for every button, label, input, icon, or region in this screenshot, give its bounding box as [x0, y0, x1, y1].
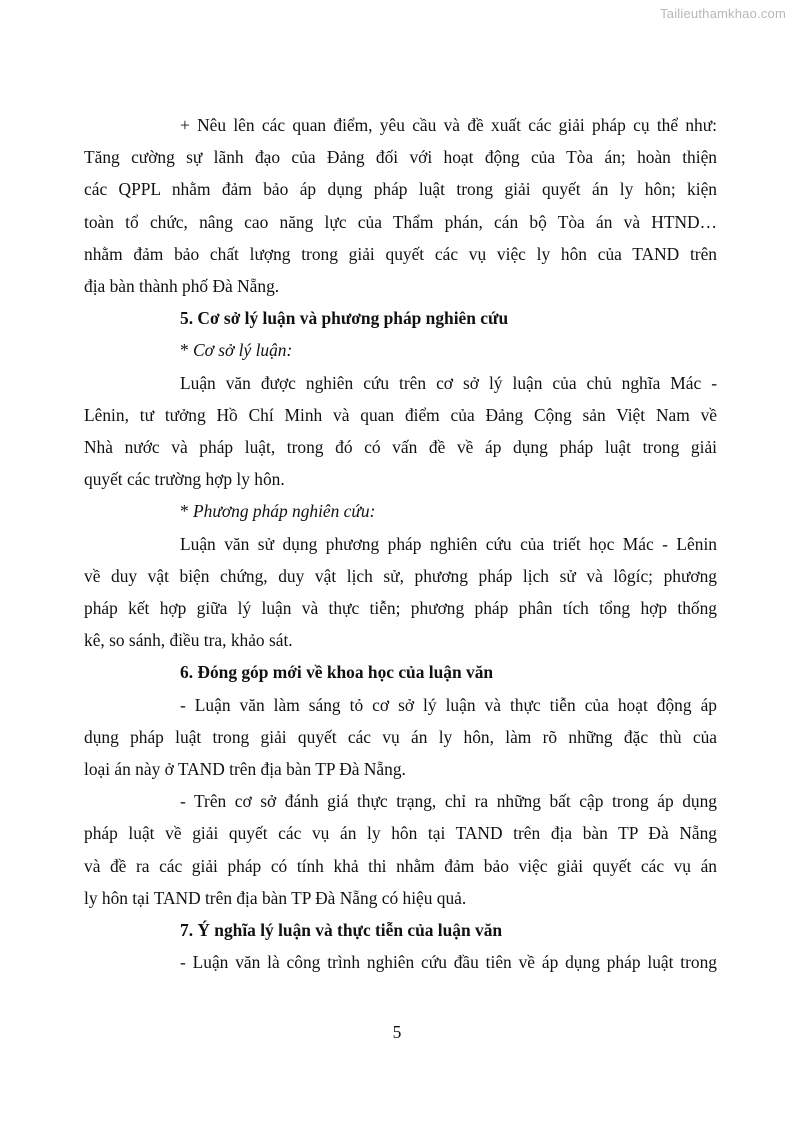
bullet-star: * — [180, 501, 194, 522]
text-line: - Trên cơ sở đánh giá thực trạng, chỉ ra những bất cập trong áp dụng — [180, 791, 717, 812]
text-line: các QPPL nhằm đảm bảo áp dụng pháp luật trong giải quyết án ly hôn; kiện — [84, 179, 717, 200]
section-heading-7: 7. Ý nghĩa lý luận và thực tiễn của luận văn — [180, 920, 503, 941]
text-line: ly hôn tại TAND trên địa bàn TP Đà Nẵng có hiệu quả. — [84, 887, 467, 908]
text-line: và đề ra các giải pháp có tính khả thi nhằm đảm bảo việc giải quyết các vụ án — [84, 855, 717, 876]
text-line: pháp luật về giải quyết các vụ án ly hôn tại TAND trên địa bàn TP Đà Nẵng — [84, 823, 717, 844]
text-line: - Luận văn làm sáng tỏ cơ sở lý luận và thực tiễn của hoạt động áp — [180, 694, 717, 715]
subheading-label: Phương pháp nghiên cứu: — [193, 501, 376, 522]
subheading-method — [132, 495, 717, 527]
watermark-text: Tailieuthamkhao.com — [660, 6, 786, 21]
text-line: về duy vật biện chứng, duy vật lịch sử, phương pháp lịch sử và lôgíc; phương — [84, 565, 717, 586]
subheading-theory — [132, 334, 717, 366]
text-line: Nhà nước và pháp luật, trong đó có vấn đề về áp dụng pháp luật trong giải — [84, 437, 717, 458]
section-heading-6: 6. Đóng góp mới về khoa học của luận văn — [180, 662, 494, 683]
text-line: loại án này ở TAND trên địa bàn TP Đà Nẵng. — [84, 759, 406, 780]
text-line: pháp kết hợp giữa lý luận và thực tiễn; phương pháp phân tích tổng hợp thống — [84, 598, 717, 619]
text-line: địa bàn thành phố Đà Nẵng. — [84, 276, 280, 297]
text-line: Tăng cường sự lãnh đạo của Đảng đối với hoạt động của Tòa án; hoàn thiện — [84, 147, 717, 168]
paragraph-contribution-2 — [84, 785, 717, 914]
page-number: 5 — [392, 1022, 402, 1042]
text-line: quyết các trường hợp ly hôn. — [84, 469, 285, 490]
document-body — [84, 109, 717, 978]
text-line: Luận văn được nghiên cứu trên cơ sở lý luận của chủ nghĩa Mác - — [180, 372, 717, 393]
text-line: kê, so sánh, điều tra, khảo sát. — [84, 630, 293, 651]
text-line: Luận văn sử dụng phương pháp nghiên cứu của triết học Mác - Lênin — [180, 533, 717, 554]
bullet-star: * — [180, 340, 194, 361]
text-line: - Luận văn là công trình nghiên cứu đầu tiên về áp dụng pháp luật trong — [180, 952, 717, 973]
section-heading-5: 5. Cơ sở lý luận và phương pháp nghiên cứu — [180, 308, 509, 329]
text-line: toàn tổ chức, nâng cao năng lực của Thẩm phán, cán bộ Tòa án và HTND… — [84, 211, 717, 232]
paragraph-contribution-1 — [84, 689, 717, 786]
text-line: Lênin, tư tưởng Hồ Chí Minh và quan điểm của Đảng Cộng sản Việt Nam về — [84, 404, 717, 425]
text-line: + Nêu lên các quan điểm, yêu cầu và đề xuất các giải pháp cụ thể như: — [180, 115, 717, 135]
paragraph-significance — [132, 946, 717, 978]
paragraph-theory — [84, 367, 717, 496]
text-line: dụng pháp luật trong giải quyết các vụ án ly hôn, làm rõ những đặc thù của — [84, 726, 717, 747]
text-line: nhằm đảm bảo chất lượng trong giải quyết các vụ việc ly hôn của TAND trên — [84, 243, 717, 264]
subheading-label: Cơ sở lý luận: — [193, 340, 293, 361]
paragraph-solutions — [84, 109, 717, 302]
paragraph-method — [84, 528, 717, 657]
